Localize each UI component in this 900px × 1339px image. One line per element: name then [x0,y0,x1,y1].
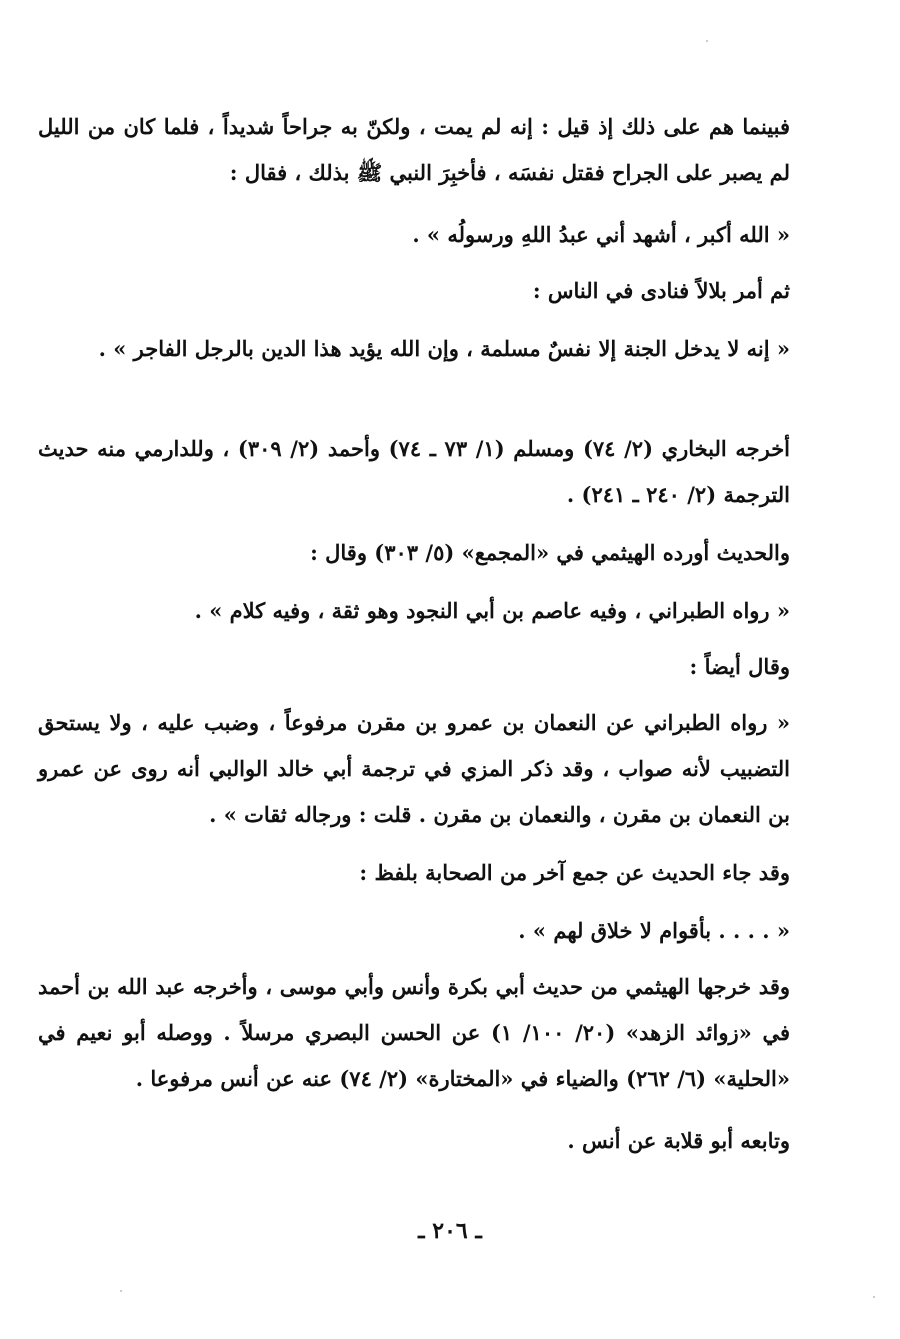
paragraph-9: « رواه الطبراني عن النعمان بن عمرو بن مقرن مرفوعاً ، وضبب عليه ، ولا يستحق التضبيب لأنه صواب ، وقد ذكر المزي في ترجمة أبي خالد الوالبي أنه روى عن عمرو بن النعمان بن مقرن ، والنعمان بن مقرن . قلت : ورجاله ثقات » . [38,710,790,827]
paragraph-12: وقد خرجها الهيثمي من حديث أبي بكرة وأنس وأبي موسى ، وأخرجه عبد الله بن أحمد في «زوائد الزهد» (٢٠/ ١٠٠/ ١) عن الحسن البصري مرسلاً . ووصله أبو نعيم في «الحلية» (٦/ ٢٦٢) والضياء في «المختارة» (٢/ ٧٤) عنه عن أنس مرفوعا . [38,974,790,1091]
quote-block [38,212,832,258]
paragraph-13: وتابعه أبو قلابة عن أنس . [567,1128,790,1153]
scan-speck [706,40,708,42]
paragraph-11: « . . . . بأقوام لا خلاق لهم » . [518,918,790,943]
page-number: ـ ٢٠٦ ـ [418,1218,482,1244]
paragraph-block [38,644,832,690]
paragraph-4: « إنه لا يدخل الجنة إلا نفسٌ مسلمة ، وإن الله يؤيد هذا الدين بالرجل الفاجر » . [98,336,790,361]
paragraph-block [38,530,832,576]
paragraph-intro [38,104,790,196]
paragraph-10: وقد جاء الحديث عن جمع آخر من الصحابة بلفظ : [359,860,790,885]
paragraph-5: أخرجه البخاري (٢/ ٧٤) ومسلم (١/ ٧٣ ـ ٧٤) وأحمد (٢/ ٣٠٩) ، وللدارمي منه حديث الترجمة (٢/ ٢٤٠ ـ ٢٤١) . [38,436,791,507]
paragraph-1: فبينما هم على ذلك إذ قيل : إنه لم يمت ، ولكنّ به جراحاً شديداً ، فلما كان من الليل لم يصبر على الجراح فقتل نفسَه ، فأخبِرَ النبي ﷺ بذلك ، فقال : [38,114,790,185]
quote-block [38,700,832,838]
paragraph-block [38,268,832,314]
quote-block [38,908,832,954]
paragraph-8: وقال أيضاً : [689,654,790,679]
paragraph-3: ثم أمر بلالاً فنادى في الناس : [532,278,790,303]
paragraph-7: « رواه الطبراني ، وفيه عاصم بن أبي النجود وهو ثقة ، وفيه كلام » . [194,598,790,623]
quote-block [38,326,832,372]
quote-block [38,588,832,634]
citation-block [38,426,832,518]
paragraph-block [38,850,832,896]
paragraph-6: والحديث أورده الهيثمي في «المجمع» (٥/ ٣٠٣) وقال : [310,540,790,565]
paragraph-2: « الله أكبر ، أشهد أني عبدُ اللهِ ورسولُه » . [412,222,790,247]
paragraph-block [38,964,832,1102]
paragraph-block [38,1118,832,1164]
scan-speck [873,1296,875,1298]
scan-speck [120,1290,122,1292]
